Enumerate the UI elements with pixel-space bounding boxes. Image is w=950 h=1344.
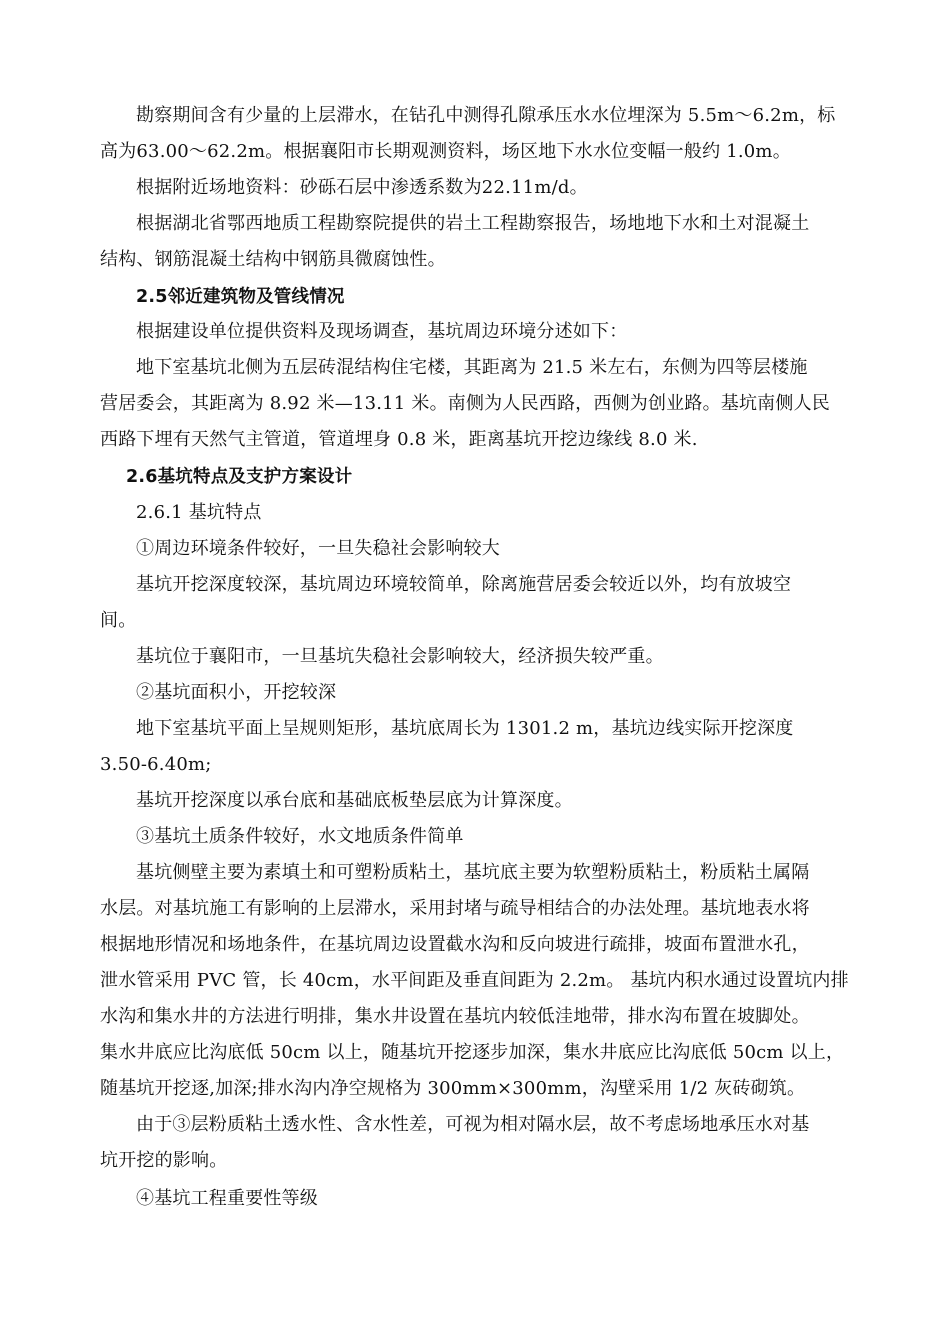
paragraph-line: ④基坑工程重要性等级 bbox=[136, 1188, 318, 1209]
paragraph-line: 由于③层粉质粘土透水性、含水性差，可视为相对隔水层，故不考虑场地承压水对基 bbox=[136, 1114, 810, 1135]
paragraph-line: 结构、钢筋混凝土结构中钢筋具微腐蚀性。 bbox=[100, 249, 446, 270]
paragraph-line: 地下室基坑北侧为五层砖混结构住宅楼，其距离为 21.5 米左右，东侧为四等层楼施 bbox=[136, 357, 808, 378]
paragraph-line: 勘察期间含有少量的上层滞水，在钻孔中测得孔隙承压水水位埋深为 5.5m～6.2m，标 bbox=[136, 105, 836, 126]
paragraph-line: ②基坑面积小，开挖较深 bbox=[136, 682, 337, 703]
paragraph-line: 根据湖北省鄂西地质工程勘察院提供的岩土工程勘察报告，场地地下水和土对混凝土 bbox=[136, 213, 810, 234]
subsection-heading: 2.6.1 基坑特点 bbox=[136, 502, 262, 523]
paragraph-line: 根据附近场地资料：砂砾石层中渗透系数为22.11m/d。 bbox=[136, 177, 588, 198]
paragraph-line: 间。 bbox=[100, 610, 137, 631]
section-heading: 2.5邻近建筑物及管线情况 bbox=[136, 287, 345, 307]
paragraph-line: 营居委会，其距离为 8.92 米—13.11 米。南侧为人民西路，西侧为创业路。基坑南侧人民 bbox=[100, 393, 830, 414]
paragraph-line: ③基坑土质条件较好，水文地质条件简单 bbox=[136, 826, 464, 847]
paragraph-line: 坑开挖的影响。 bbox=[100, 1150, 228, 1171]
paragraph-line: 根据地形情况和场地条件，在基坑周边设置截水沟和反向坡进行疏排，坡面布置泄水孔， bbox=[100, 934, 810, 955]
paragraph-line: 基坑开挖深度较深，基坑周边环境较简单，除离施营居委会较近以外，均有放坡空 bbox=[136, 574, 792, 595]
paragraph-line: 水沟和集水井的方法进行明排，集水井设置在基坑内较低洼地带，排水沟布置在坡脚处。 bbox=[100, 1006, 810, 1027]
paragraph-line: 基坑开挖深度以承台底和基础底板垫层底为计算深度。 bbox=[136, 790, 573, 811]
paragraph-line: 地下室基坑平面上呈规则矩形，基坑底周长为 1301.2 m，基坑边线实际开挖深度 bbox=[136, 718, 794, 739]
paragraph-line: 基坑侧壁主要为素填土和可塑粉质粘土，基坑底主要为软塑粉质粘土，粉质粘土属隔 bbox=[136, 862, 810, 883]
section-heading: 2.6基坑特点及支护方案设计 bbox=[126, 467, 353, 487]
paragraph-line: 随基坑开挖逐,加深;排水沟内净空规格为 300mm×300mm，沟壁采用 1/2 灰砖砌筑。 bbox=[100, 1078, 806, 1099]
paragraph-line: 3.50-6.40m; bbox=[100, 754, 212, 775]
paragraph-line: 根据建设单位提供资料及现场调查，基坑周边环境分述如下： bbox=[136, 321, 628, 342]
paragraph-line: ①周边环境条件较好，一旦失稳社会影响较大 bbox=[136, 538, 500, 559]
paragraph-line: 西路下埋有天然气主管道，管道埋身 0.8 米，距离基坑开挖边缘线 8.0 米. bbox=[100, 429, 698, 450]
paragraph-line: 水层。对基坑施工有影响的上层滞水，采用封堵与疏导相结合的办法处理。基坑地表水将 bbox=[100, 898, 810, 919]
paragraph-line: 泄水管采用 PVC 管，长 40cm，水平间距及垂直间距为 2.2m。 基坑内积水通过设置坑内排 bbox=[100, 970, 849, 991]
paragraph-line: 高为63.00～62.2m。根据襄阳市长期观测资料，场区地下水水位变幅一般约 1.0m。 bbox=[100, 141, 791, 162]
paragraph-line: 基坑位于襄阳市，一旦基坑失稳社会影响较大，经济损失较严重。 bbox=[136, 646, 664, 667]
paragraph-line: 集水井底应比沟底低 50cm 以上，随基坑开挖逐步加深，集水井底应比沟底低 50cm 以上， bbox=[100, 1042, 845, 1063]
